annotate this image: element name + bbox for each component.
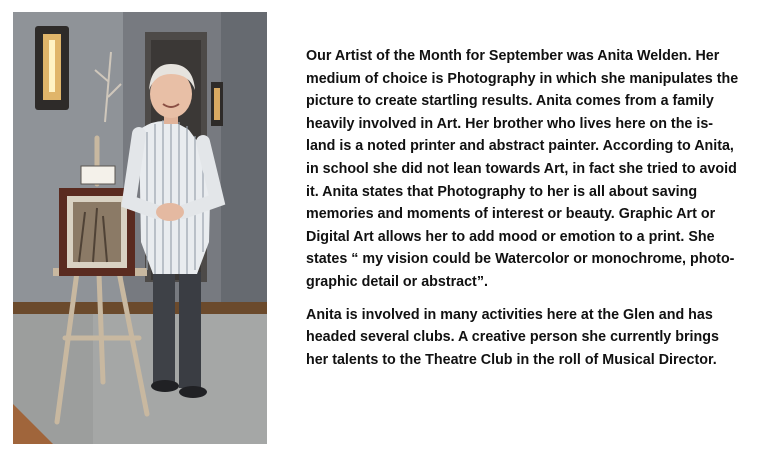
text-line: headed several clubs. A creative person she currently brings [306, 329, 719, 346]
text-line: it. Anita states that Photography to her is all about saving [306, 183, 698, 200]
text-line: Anita is involved in many activities here at the Glen and has [306, 306, 713, 323]
text-line: medium of choice is Photography in which she manipulates the [306, 70, 739, 87]
paragraph-2 [306, 304, 746, 372]
text-line: memories and moments of interest or beauty. Graphic Art or [306, 206, 716, 223]
text-line: in school she did not lean towards Art, in fact she tried to avoid [306, 160, 737, 177]
artist-photo [13, 12, 267, 444]
text-line: her talents to the Theatre Club in the roll of Musical Director. [306, 351, 717, 368]
article-text [306, 45, 746, 381]
paragraph-1 [306, 45, 746, 294]
text-line: land is a noted printer and abstract painter. According to Anita, [306, 138, 734, 155]
text-line: Digital Art allows her to add mood or emotion to a print. She [306, 228, 715, 245]
text-line: states “ my vision could be Watercolor or monochrome, photo- [306, 251, 735, 268]
text-line: picture to create startling results. Anita comes from a family [306, 93, 714, 110]
text-line: graphic detail or abstract”. [306, 273, 488, 290]
text-line: heavily involved in Art. Her brother who lives here on the is- [306, 115, 714, 132]
text-line: Our Artist of the Month for September was Anita Welden. Her [306, 48, 720, 64]
